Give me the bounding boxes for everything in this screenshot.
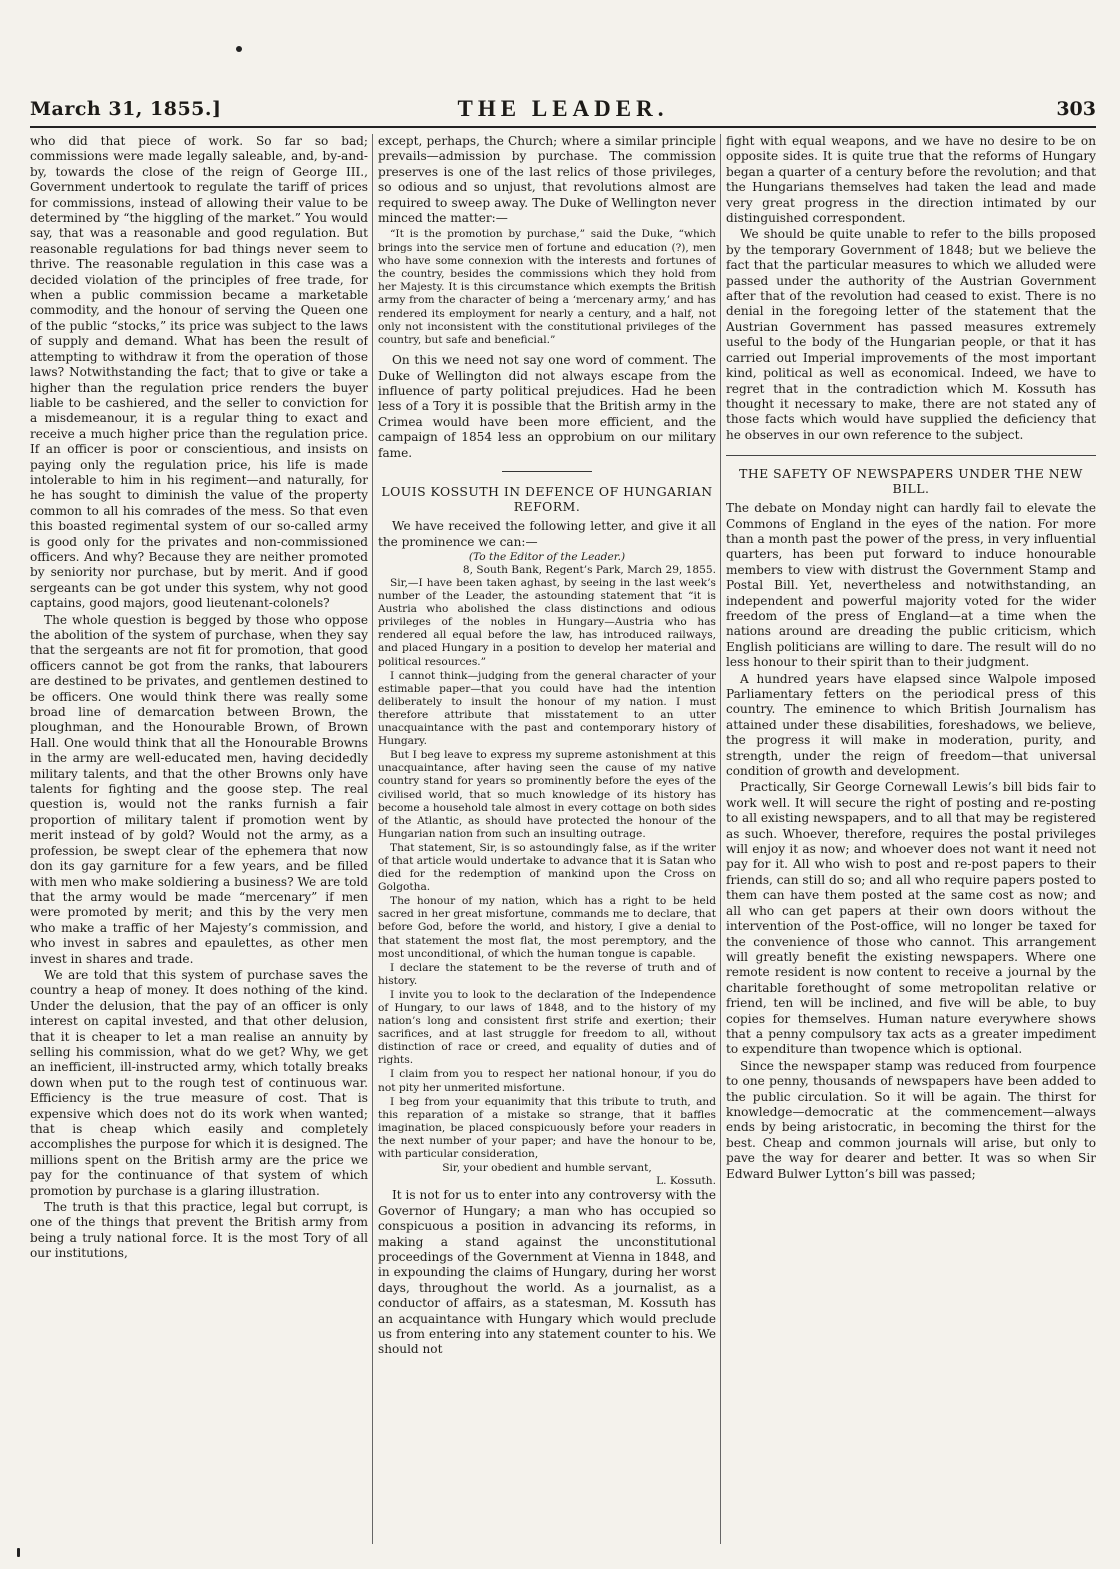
- article-paragraph: who did that piece of work. So far so bad; commissions were made legally saleable, and, by-and-by, towards the close of the reign of George III., Government undertook to regulate the tariff of prices for commissions, instead of allowing their value to be determined by “the higgling of the market.” You would say, that was a reasonable and good regulation. But reasonable regulations for bad things never seem to thrive. The reasonable regulation in this case was a decided violation of the principles of free trade, for when a public commission became a marketable commodity, and the honour of serving the Queen one of the public “stocks,” its price was subject to the laws of supply and demand. What has been the result of attempting to withdraw it from the operation of those laws? Notwithstanding the fact; that to give or take a higher than the regulation price renders the buyer liable to be cashiered, and the seller to conviction for a misdemeanour, it is a regular thing to exact and receive a much higher price than the regulation price. If an officer is poor or conscientious, and insists on paying only the regulation price, his life is made intolerable to him in his regiment—and naturally, for he has sought to diminish the value of the property common to all his comrades of the mess. So that even this boasted regimental system of our so-called army is good only for the privates and non-commissioned officers. And why? Because they are neither promoted by seniority nor purchase, but by merit. And if good sergeants can be got under this system, why not good captains, good majors, good lieutenant-colonels?: [30, 134, 368, 611]
- article-paragraph: fight with equal weapons, and we have no desire to be on opposite sides. It is quite true that the reforms of Hungary began a quarter of a century before the revolution; and that the Hungarians themselves had taken the lead and made very great progress in the direction intimated by our distinguished correspondent.: [726, 134, 1096, 226]
- kossuth-letter: [378, 551, 716, 1188]
- newspaper-title: THE LEADER.: [457, 96, 669, 121]
- masthead: [30, 92, 1096, 128]
- letter-address: 8, South Bank, Regent’s Park, March 29, 1855.: [462, 563, 716, 576]
- column-divider: [372, 134, 373, 1544]
- letter-paragraph: I declare the statement to be the reverse of truth and of history.: [378, 961, 716, 987]
- letter-paragraph: I beg from your equanimity that this tribute to truth, and this reparation of a mistake so strange, that it baffles imagination, be placed conspicuously before your readers in the next number of your paper; and have the honour to be, with particular consideration,: [378, 1095, 716, 1161]
- letter-paragraph: Sir,—I have been taken aghast, by seeing in the last week’s number of the Leader, the astounding statement that “it is Austria who abolished the class distinctions and odious privileges of the nobles in Hungary—Austria who has rendered all equal before the law, has introduced railways, and placed Hungary in a position to develop her material and political resources.”: [378, 577, 716, 668]
- column-3: [726, 134, 1096, 1544]
- letter-paragraph: But I beg leave to express my supreme astonishment at this unacquaintance, after having seen the cause of my native country stand for years so prominently before the eyes of the civilised world, that so much knowledge of its history has become a household tale almost in every cottage on both sides of the Atlantic, as should have protected the honour of the Hungarian nation from such an insulting outrage.: [378, 749, 716, 840]
- kossuth-heading: LOUIS KOSSUTH IN DEFENCE OF HUNGARIAN REFORM.: [381, 484, 713, 515]
- quote-text: “It is the promotion by purchase,” said the Duke, “which brings into the service men of fortune and education (?), men who have some connexion with the interests and fortunes of the country, besides the commissions which they hold from her Majesty. It is this circumstance which exempts the British army from the character of being a ‘mercenary army,’ and has rendered its employment for nearly a century, and a half, not only not inconsistent with the constitutional privileges of the country, but safe and beneficial.”: [378, 228, 716, 347]
- print-speck: [236, 46, 242, 52]
- article-paragraph: Practically, Sir George Cornewall Lewis’s bill bids fair to work well. It will secure the right of posting and re-posting to all existing newspapers, and to all that may be registered as such. Whoever, therefore, requires the postal privileges will enjoy it as now; and whoever does not want it need not pay for it. All who wish to post and re-post papers to their friends, can still do so; and all who require papers posted to them can have them posted at the same cost as now; and all who can get papers at their own doors without the intervention of the Post-office, will no longer be taxed for the convenience of those who cannot. This arrangement will greatly benefit the existing newspapers. Where one remote resident is now content to receive a journal by the charitable forethought of some metropolitan relative or friend, ten will be inclined, and five will be able, to buy copies for themselves. Human nature everywhere shows that a penny compulsory tax acts as a greater impediment to expenditure than twopence which is optional.: [726, 780, 1096, 1057]
- column-2: [378, 134, 716, 1544]
- article-paragraph: The truth is that this practice, legal but corrupt, is one of the things that prevent the British army from being a truly national force. It is the most Tory of all our institutions,: [30, 1200, 368, 1261]
- letter-signature: L. Kossuth.: [656, 1175, 716, 1188]
- issue-date: March 31, 1855.]: [30, 98, 222, 120]
- letter-paragraph: The honour of my nation, which has a right to be held sacred in her great misfortune, commands me to declare, that before God, before the world, and history, I give a denial to that statement the most flat, the most peremptory, and the most unconditional, of which the human tongue is capable.: [378, 895, 716, 960]
- column-divider: [720, 134, 721, 1544]
- wellington-quote: [378, 228, 716, 347]
- letter-closing: Sir, your obedient and humble servant,: [442, 1162, 652, 1175]
- newspapers-heading: THE SAFETY OF NEWSPAPERS UNDER THE NEW BILL.: [739, 466, 1083, 497]
- article-paragraph: except, perhaps, the Church; where a similar principle prevails—admission by purchase. The commission preserves is one of the last relics of those privileges, so odious and so unjust, that revolutions almost are required to sweep away. The Duke of Wellington never minced the matter:—: [378, 134, 716, 226]
- letter-paragraph: I invite you to look to the declaration of the Independence of Hungary, to our laws of 1848, and to the history of my nation’s long and consistent first strife and exertion; their sacrifices, and at last struggle for freedom to all, without distinction of race or creed, and equality of duties and of rights.: [378, 988, 716, 1067]
- section-rule: [502, 471, 592, 472]
- article-paragraph: The debate on Monday night can hardly fail to elevate the Commons of England in the eyes of the nation. For more than a month past the power of the press, in very influential quarters, has been put forward to induce honourable members to view with distrust the Government Stamp and Postal Bill. Yet, nevertheless and notwithstanding, an independent and powerful majority voted for the wider freedom of the press of England—at a time when the nations around are dreading the public criticism, which English politicians are willing to dare. The result will do no less honour to their spirit than to their judgment.: [726, 501, 1096, 670]
- letter-paragraph: I claim from you to respect her national honour, if you do not pity her unmerited misfortune.: [378, 1068, 716, 1094]
- column-1: [30, 134, 368, 1544]
- article-paragraph: We should be quite unable to refer to the bills proposed by the temporary Government of 1848; but we believe the fact that the particular measures to which we alluded were passed under the authority of the Austrian Government after that of the revolution had ceased to exist. There is no denial in the foregoing letter of the statement that the Austrian Government has passed measures extremely useful to the body of the Hungarian people, or that it has carried out Imperial improvements of the most important kind, political as well as economical. Indeed, we have to regret that in the contradiction which M. Kossuth has thought it necessary to make, there are not stated any of those facts which would have supplied the deficiency that he observes in our own reference to the subject.: [726, 227, 1096, 442]
- article-paragraph: Since the newspaper stamp was reduced from fourpence to one penny, thousands of newspapers have been added to the public circulation. So it will be again. The thirst for knowledge—democratic at the commencement—always ends by being aristocratic, in becoming the thirst for the best. Cheap and common journals will arise, but only to pave the way for dearer and better. It was so when Sir Edward Bulwer Lytton’s bill was passed;: [726, 1058, 1096, 1181]
- letter-paragraph: I cannot think—judging from the general character of your estimable paper—that you could have had the intention deliberately to insult the honour of my nation. I must therefore attribute that misstatement to an utter unacquaintance with the past and contemporary history of Hungary.: [378, 669, 716, 748]
- letter-intro: We have received the following letter, and give it all the prominence we can:—: [378, 519, 716, 549]
- article-paragraph: On this we need not say one word of comment. The Duke of Wellington did not always escape from the influence of party political prejudices. Had he been less of a Tory it is possible that the British army in the Crimea would have been more efficient, and the campaign of 1854 less an opprobium on our military fame.: [378, 353, 716, 460]
- article-paragraph: The whole question is begged by those who oppose the abolition of the system of purchase, when they say that the sergeants are not fit for promotion, that good officers cannot be got from the ranks, that labourers are destined to be privates, and gentlemen destined to be officers. One would think there was really some broad line of demarcation between Brown, the ploughman, and the Honourable Brown, of Brown Hall. One would think that all the Honourable Browns in the army are well-educated men, having decidedly military talents, and that the other Browns only have talents for fighting and the goose step. The real question is, would not the ranks furnish a fair proportion of military talent if promotion went by merit instead of by gold? Would not the army, as a profession, be swept clear of the ephemera that now don its gay garniture for a few years, and be filled with men who make soldiering a business? We are told that the army would be made “mercenary” if men were promoted by merit; and this by the very men who make a traffic of her Majesty’s commission, and who invest in sabres and epaulettes, as other men invest in shares and trade.: [30, 612, 368, 966]
- article-paragraph: A hundred years have elapsed since Walpole imposed Parliamentary fetters on the periodical press of this country. The eminence to which British Journalism has attained under these disabilities, foreshadows, we believe, the progress it will make in moderation, purity, and strength, under the reign of freedom—that universal condition of growth and development.: [726, 671, 1096, 779]
- letter-paragraph: That statement, Sir, is so astoundingly false, as if the writer of that article would undertake to advance that it is Satan who died for the redemption of mankind upon the Cross on Golgotha.: [378, 841, 716, 894]
- article-paragraph: We are told that this system of purchase saves the country a heap of money. It does nothing of the kind. Under the delusion, that the pay of an officer is only interest on capital invested, and that other delusion, that it is cheaper to let a man realise an annuity by selling his commission, what do we get? Why, we get an inefficient, ill-instructed army, which totally breaks down when put to the rough test of continuous war. Efficiency is the true measure of cost. That is expensive which does not do its work when wanted; that is cheap which easily and completely accomplishes the purpose for which it is designed. The millions spent on the British army are the price we pay for the continuance of that system of which promotion by purchase is a glaring illustration.: [30, 967, 368, 1198]
- page-number: 303: [1056, 98, 1096, 120]
- section-rule: [726, 455, 1096, 456]
- editor-line: (To the Editor of the Leader.): [468, 550, 626, 563]
- article-paragraph: It is not for us to enter into any controversy with the Governor of Hungary; a man who has occupied so conspicuous a position in advancing its reforms, in making a stand against the unconstitutional proceedings of the Government at Vienna in 1848, and in expounding the claims of Hungary, during her worst days, throughout the world. As a journalist, as a conductor of affairs, as a statesman, M. Kossuth has an acquaintance with Hungary which would preclude us from entering into any statement counter to his. We should not: [378, 1188, 716, 1357]
- print-speck: [17, 1548, 20, 1557]
